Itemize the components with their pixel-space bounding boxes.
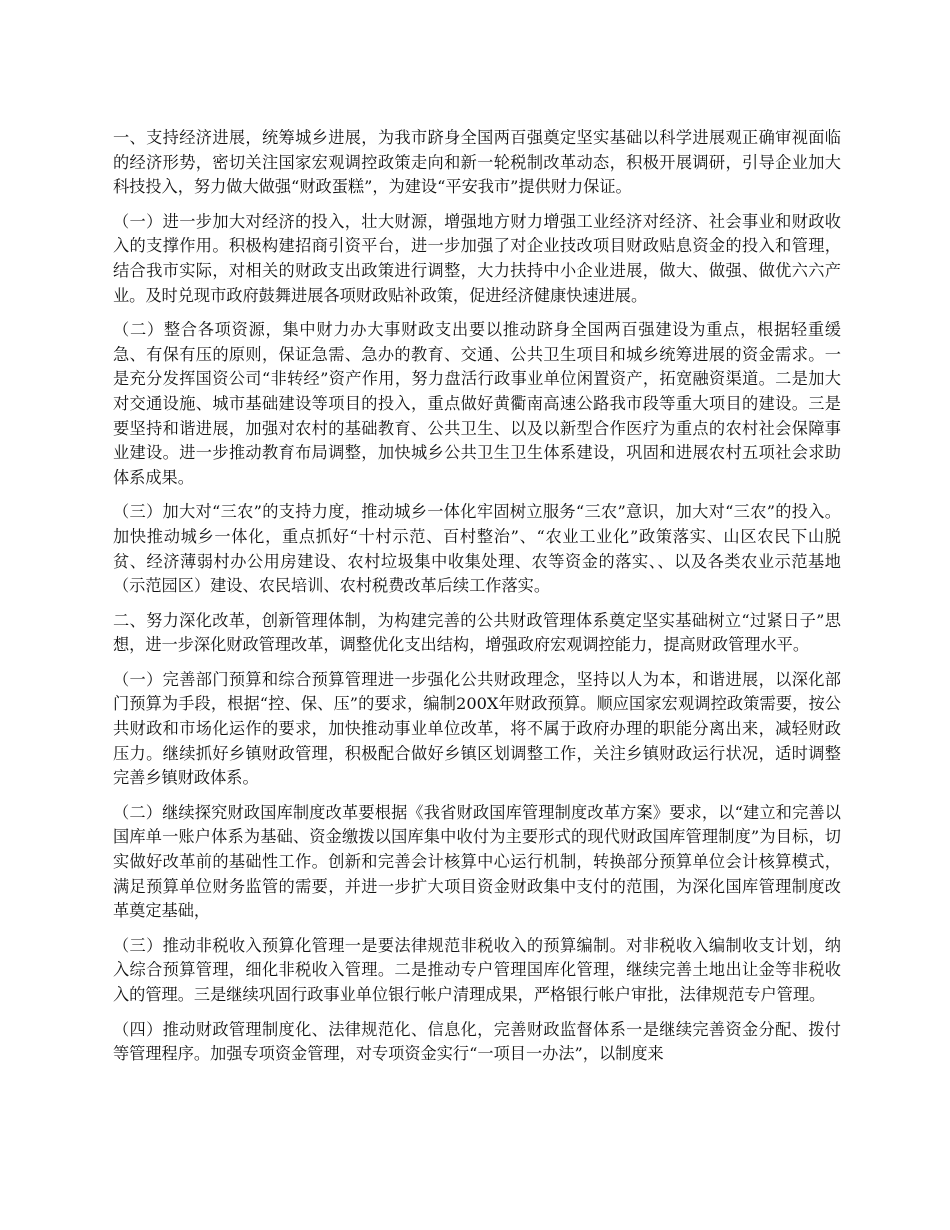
paragraph-non-tax-revenue: （三）推动非税收入预算化管理一是要法律规范非税收入的预算编制。对非税收入编制收支计划，纳入综合预算管理，细化非税收入管理。二是推动专户管理国库化管理，继续完善土地出让金等非税收入的管理。三是继续巩固行政事业单位银行帐户清理成果，严格银行帐户审批，法律规范专户管理。 <box>113 935 841 1004</box>
document-body <box>113 126 841 1077</box>
paragraph-deepen-reform: 二、努力深化改革，创新管理体制，为构建完善的公共财政管理体系奠定坚实基础树立“过紧日子”思想，进一步深化财政管理改革，调整优化支出结构，增强政府宏观调控能力，提高财政管理水平。 <box>113 610 841 655</box>
paragraph-treasury-reform: （二）继续探究财政国库制度改革要根据《我省财政国库管理制度改革方案》要求，以“建立和完善以国库单一账户体系为基础、资金缴拨以国库集中收付为主要形式的现代财政国库管理制度”为目标，切实做好改革前的基础性工作。创新和完善会计核算中心运行机制，转换部分预算单位会计核算模式，满足预算单位财务监管的需要，并进一步扩大项目资金财政集中支付的范围，为深化国库管理制度改革奠定基础， <box>113 802 841 921</box>
paragraph-three-rural: （三）加大对“三农”的支持力度，推动城乡一体化牢固树立服务“三农”意识，加大对“三农”的投入。加快推动城乡一体化，重点抓好“十村示范、百村整治”、“农业工业化”政策落实、山区农民下山脱贫、经济薄弱村办公用房建设、农村垃圾集中收集处理、农等资金的落实、、以及各类农业示范基地（示范园区）建设、农民培训、农村税费改革后续工作落实。 <box>113 502 841 596</box>
paragraph-integrate-resources: （二）整合各项资源，集中财力办大事财政支出要以推动跻身全国两百强建设为重点，根据轻重缓急、有保有压的原则，保证急需、急办的教育、交通、公共卫生项目和城乡统筹进展的资金需求。一是充分发挥国资公司“非转经”资产作用，努力盘活行政事业单位闲置资产，拓宽融资渠道。二是加大对交通设施、城市基础建设等项目的投入，重点做好黄衢南高速公路我市段等重大项目的建设。三是要坚持和谐进展，加强对农村的基础教育、公共卫生、以及以新型合作医疗为重点的农村社会保障事业建设。进一步推动教育布局调整，加快城乡公共卫生卫生体系建设，巩固和进展农村五项社会求助体系成果。 <box>113 320 841 487</box>
paragraph-department-budget: （一）完善部门预算和综合预算管理进一步强化公共财政理念，坚持以人为本，和谐进展，以深化部门预算为手段，根据“控、保、压”的要求，编制200X年财政预算。顺应国家宏观调控政策需要，按公共财政和市场化运作的要求，加快推动事业单位改革，将不属于政府办理的职能分离出来，减轻财政压力。继续抓好乡镇财政管理，积极配合做好乡镇区划调整工作，关注乡镇财政运行状况，适时调整完善乡镇财政体系。 <box>113 669 841 788</box>
paragraph-increase-investment: （一）进一步加大对经济的投入，壮大财源，增强地方财力增强工业经济对经济、社会事业和财政收入的支撑作用。积极构建招商引资平台，进一步加强了对企业技改项目财政贴息资金的投入和管理，结合我市实际，对相关的财政支出政策进行调整，大力扶持中小企业进展，做大、做强、做优六六产业。及时兑现市政府鼓舞进展各项财政贴补政策，促进经济健康快速进展。 <box>113 211 841 305</box>
paragraph-fiscal-supervision: （四）推动财政管理制度化、法律规范化、信息化，完善财政监督体系一是继续完善资金分配、拨付等管理程序。加强专项资金管理，对专项资金实行“一项目一办法”，以制度来 <box>113 1019 841 1064</box>
paragraph-support-economy: 一、支持经济进展，统筹城乡进展，为我市跻身全国两百强奠定坚实基础以科学进展观正确审视面临的经济形势，密切关注国家宏观调控政策走向和新一轮税制改革动态，积极开展调研，引导企业加大科技投入，努力做大做强“财政蛋糕”，为建设“平安我市”提供财力保证。 <box>113 128 841 197</box>
